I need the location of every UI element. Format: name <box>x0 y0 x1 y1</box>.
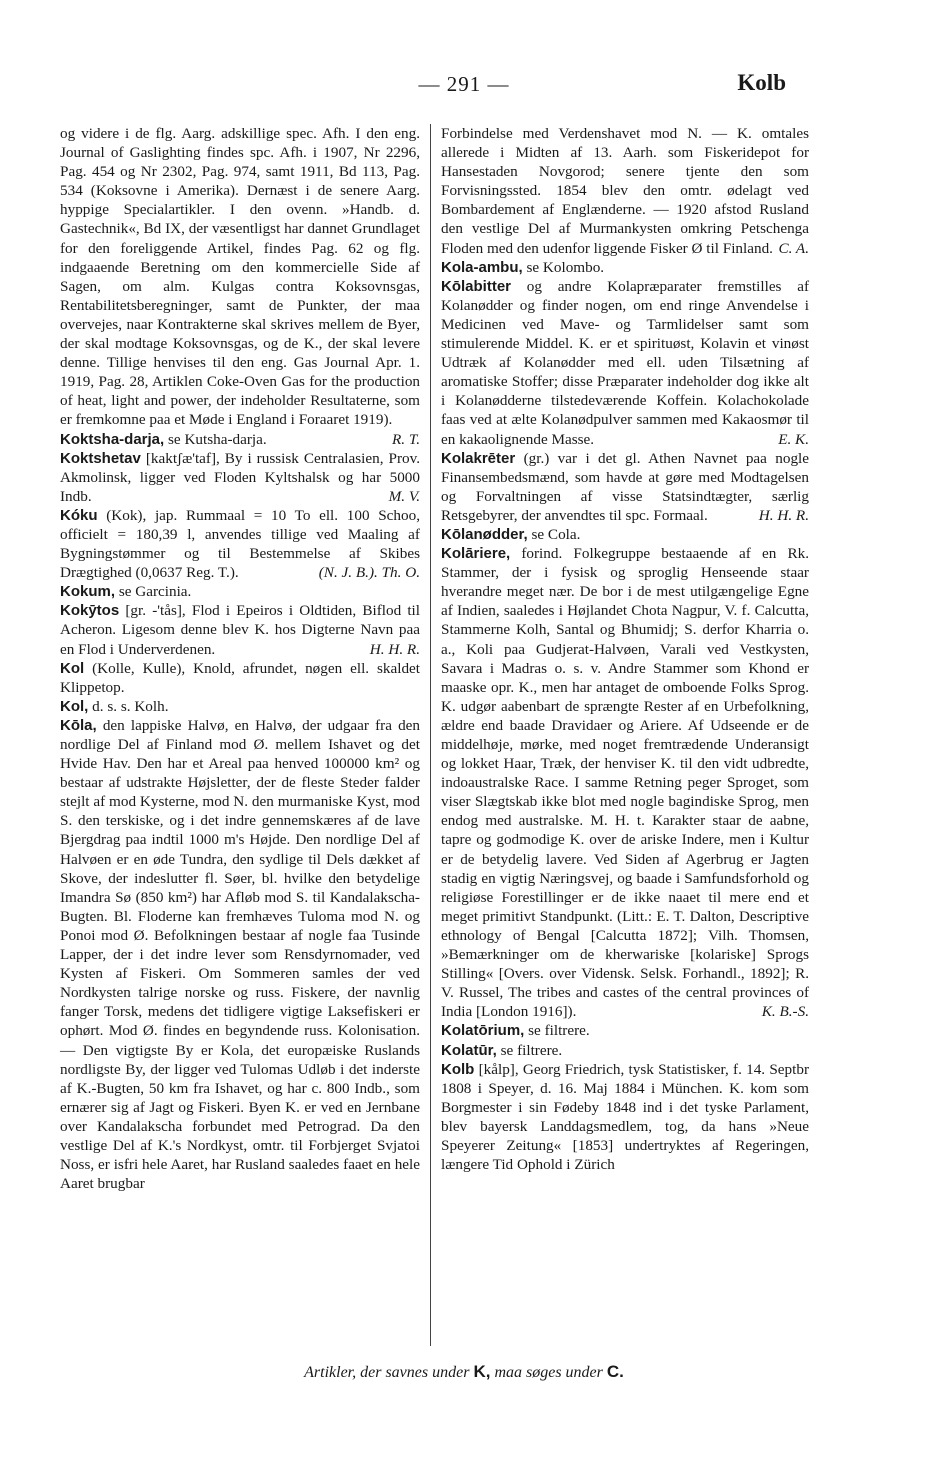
footer-prefix: Artikler, der savnes under <box>304 1364 470 1381</box>
column-divider <box>430 124 431 1346</box>
entry-text: [kålp], Georg Friedrich, tysk Statistisker, f. 14. Septbr 1808 i Speyer, d. 16. Maj 1884 i München. K. kom som Borgmester i sin Fødeby 1848 ind i det tyske Parlament, blev bayersk Landdagsmedlem, tog, da hans »Neue Speyerer Zeitung« [1853] undertryktes af Regeringen, længere Tid Ophold i Zürich <box>441 1060 810 1174</box>
entry-author-signature: E. K. <box>778 430 809 448</box>
entry-headword: Kolāriere, <box>441 545 511 563</box>
entry-headword: Kōlanødder, <box>441 525 528 543</box>
entry-headword: Kokum, <box>60 583 116 601</box>
dictionary-entry <box>441 1060 809 1175</box>
dictionary-entry <box>60 716 420 1193</box>
dictionary-entry <box>441 277 809 449</box>
entry-text: se Kutsha-darja. <box>168 430 267 448</box>
entry-author-signature: R. T. <box>392 430 420 448</box>
entry-author-signature: C. A. <box>778 239 809 257</box>
entry-text: se filtrere. <box>500 1041 563 1059</box>
dictionary-entry <box>441 124 809 258</box>
footer-middle: maa søges under <box>494 1364 603 1381</box>
entry-author-signature: M. V. <box>388 487 420 505</box>
entry-headword: Koktsha-darja, <box>60 430 165 448</box>
entry-text: forind. Folkegruppe bestaaende af en Rk. Stammer, der i fysisk og sproglig Henseende staar hverandre meget nær. De bor i de mest utilgængelige Egne af Indien, saaledes i Højlandet Chota Nagpur, V. f. Calcutta, Stammerne Kolh, Santal og Bhumidj; S. derfor Kharria o. a., Koli paa Gudjerat-Halvøen, Varali ved Vestkysten, Savara i Madras o. s. v. Andre Stammer som Khond er maaske opr. K., men har antaget de omboende Folks Sprog. K. udgør aabenbart de sprængte Rester af en Urbefolkning, ældre end baade Dravidaer og Ariere. Af Udseende er de middelhøje, mørke, med noget fremtrædende Underansigt og lokket Haar, Træk, der henviser K. til den vidt udbredte, indoaustralske Race. I samme Retning peger Sproget, som viser Slægtskab ikke blot med nogle bagindiske Sprog, men endog med australske. M. H. t. Karakter staar de aabne, tapre og godmodige K. over de ariske Indere, men i Kultur er de betydelig lavere. Ved Siden af Agerbrug er Jagten stadig en vigtig Næringsvej, og baade i Samfundsforhold og religiøse Forestillinger er de ikke naaet til mere end et meget primitivt Standpunkt. (Litt.: E. T. Dalton, Descriptive ethnology of Bengal [Calcutta 1872]; Vilh. Thomsen, »Bemærkninger om de kherwariske [kolariske] Sprogs Stilling« [Overs. over Vidensk. Selsk. Forhandl., 1892]; R. V. Russel, The tribes and castes of the central provinces of India [London 1916]). <box>441 545 809 1021</box>
entry-text: (Kolle, Kulle), Knold, afrundet, nøgen ell. skaldet Klippetop. <box>60 659 421 696</box>
dictionary-entry <box>60 506 420 582</box>
entry-text: se Cola. <box>531 525 581 543</box>
dictionary-entry <box>60 449 420 506</box>
entry-headword: Kōla, <box>60 716 97 734</box>
dictionary-entry <box>441 449 809 525</box>
entry-headword: Kóku <box>60 506 98 524</box>
entry-text: d. s. s. Kolh. <box>92 697 169 715</box>
entry-text: (gr.) var i det gl. Athen Navnet paa nogle Finansembedsmænd, som havde at gøre med Modtagelsen og Forvaltningen af visse Statsindtægter, særlig Retsgebyrer, der anvendtes til spc. Formaal. <box>441 449 810 524</box>
entry-headword: Kola-ambu, <box>441 258 523 276</box>
dictionary-entry <box>60 659 420 697</box>
dictionary-entry <box>441 258 809 277</box>
entry-text: se Garcinia. <box>118 583 192 601</box>
right-column <box>441 124 809 1174</box>
left-column <box>60 124 420 1193</box>
entry-text: og andre Kolapræparater fremstilles af Kolanødder og finder nogen, om end ringe Anvendelse i Medicinen ved Mave- og Tarmlidelser samt som stimulerende Middel. K. er et spirituøst, Kolavin et vinøst Udtræk af Kolanødder med ell. uden Tilsætning af aromatiske Stoffer; disse Præparater indeholder dog ikke alt i Kolanødderne tilstedeværende Koffein. Kolachokolade faas ved at ælte Kolanødpulver sammen med Kakaosmør til en kakaolignende Masse. <box>441 277 810 448</box>
dictionary-entry <box>441 1021 809 1040</box>
running-head: Kolb <box>737 70 786 95</box>
entry-text: Forbindelse med Verdenshavet mod N. — K. omtales allerede i Midten af 13. Aarh. som Fiskeridepot for Hansestaden Novgorod; senere tjente den som Forvisningssted. 1854 blev den omtr. ødelagt ved Bombardement af Englænderne. — 1920 afstod Rusland den vestlige Del af Murmankysten omkring Petschenga Floden med den udenfor liggende Fisker Ø til Finland. <box>441 125 809 257</box>
dictionary-entry <box>60 430 420 449</box>
footer-letter-c: C. <box>606 1362 624 1381</box>
entry-text: se filtrere. <box>528 1022 590 1040</box>
entry-headword: Kōlabitter <box>441 277 512 295</box>
entry-headword: Kol <box>60 659 85 677</box>
dictionary-entry <box>60 582 420 601</box>
entry-headword: Kolakrēter <box>441 449 516 467</box>
entry-text: [gr. -'tås], Flod i Epeiros i Oldtiden, Biflod til Acheron. Ligesom denne blev K. hos Digterne Navn paa en Flod i Underverdenen. <box>60 602 420 658</box>
entry-headword: Kolb <box>441 1060 475 1078</box>
entry-author-signature: K. B.-S. <box>761 1003 809 1021</box>
dictionary-entry <box>60 601 420 658</box>
entry-headword: Koktshetav <box>60 449 141 467</box>
entry-author-signature: (N. J. B.). Th. O. <box>318 564 420 582</box>
dictionary-entry <box>441 544 809 1021</box>
entry-headword: Kokȳtos <box>60 602 120 620</box>
entry-headword: Kolatūr, <box>441 1041 497 1059</box>
page-header <box>0 68 928 102</box>
entry-text: se Kolombo. <box>526 258 605 276</box>
footer-letter-k: K, <box>473 1362 491 1381</box>
entry-text: og videre i de flg. Aarg. adskillige spec. Afh. I den eng. Journal of Gaslighting findes spc. Afh. i 1907, Nr 2296, Pag. 454 og Nr 2302, Pag. 974, samt 1911, Bd 113, Pag. 534 (Koksovne i Amerika). Dernæst i de senere Aarg. hyppige Specialartikler. I den ovenn. »Handb. d. Gastechnik«, Bd IX, der væsentligst har dannet Grundlaget for den foreliggende Artikel, findes Pag. 62 og flg. indgaaende Beretning om den kommercielle Side af Sagen, om alm. Kulgas contra Koksovnsgas, Rentabilitetsberegninger, samt de Punkter, der maa overvejes, naar Kontrakterne skal skrives mellem de Byer, der skal modtage Koksovnsgas, og de K., der skal levere denne. Tillige henvises til den eng. Gas Journal Apr. 1. 1919, Pag. 28, Artiklen Coke-Oven Gas for the production of heat, light and power, der indeholder Resultaterne, som er fremkomne paa et Møde i England i Foraaret 1919). <box>60 125 420 429</box>
entry-text: (Kok), jap. Rummaal = 10 To ell. 100 Schoo, officielt = 180,39 l, anvendes tillige ved Maaling af Bygningstømmer og til Bestemmelse af Skibes Drægtighed (0,0637 Reg. T.). <box>60 506 420 582</box>
dictionary-entry <box>441 1041 809 1060</box>
dictionary-entry <box>60 697 420 716</box>
entry-text: [kaktʃæ'taf], By i russisk Centralasien, Prov. Akmolinsk, ligger ved Floden Kyltshalsk og har 5000 Indb. <box>60 449 420 505</box>
entry-headword: Kolatōrium, <box>441 1022 525 1040</box>
entry-author-signature: H. H. R. <box>758 506 809 524</box>
page-number: — 291 — <box>418 72 510 96</box>
dictionary-entry <box>441 525 809 544</box>
entry-text: den lappiske Halvø, en Halvø, der udgaar fra den nordlige Del af Finland mod Ø. mellem Ishavet og det Hvide Hav. Den har et Areal paa henved 100000 km² og bestaar af udstrakte Højsletter, der de fleste Steder falder stejlt af mod Kysterne, mod N. den murmaniske Kyst, mod S. den terskiske, og i det indre gennemskæres af de lave Bjergdrag paa indtil 1000 m's Højde. Den nordlige Del af Halvøen er en øde Tundra, den sydlige til Dels dækket af Skove, der indeslutter fl. Søer, bl. hvilke den betydelige Imandra Sø (850 km²) har Afløb mod S. til Kandalakscha-Bugten. Bl. Floderne kan fremhæves Tuloma mod N. og Ponoi mod Ø. Befolkningen bestaar af nogle faa Tusinde Lapper, der i det indre lever som Rensdyrnomader, ved Kysten af Fiskeri. Om Sommeren samles der ved Nordkysten talrige norske og russ. Fiskere, der navnlig fanger Torsk, medens det tidligere vigtige Laksefiskeri er ophørt. Mod Ø. findes en begyndende russ. Kolonisation. — Den vigtigste By er Kola, det europæiske Ruslands nordligste By, der ligger ved Tulomas Udløb i det inderste af K.-Bugten, 50 km fra Ishavet, og har c. 800 Indb., som ernærer sig af Jagt og Fiskeri. Byen K. er ved en Jernbane over Kandalakscha forbundet med Petrograd. Da den vestlige Del af K.'s Nordkyst, omtr. til Forbjerget Svjatoi Noss, er isfri hele Aaret, har Rusland saaledes faaet en hele Aaret brugbar <box>60 716 420 1193</box>
footer-note <box>0 1362 928 1382</box>
entry-author-signature: H. H. R. <box>369 640 420 658</box>
entry-headword: Kol, <box>60 697 89 715</box>
